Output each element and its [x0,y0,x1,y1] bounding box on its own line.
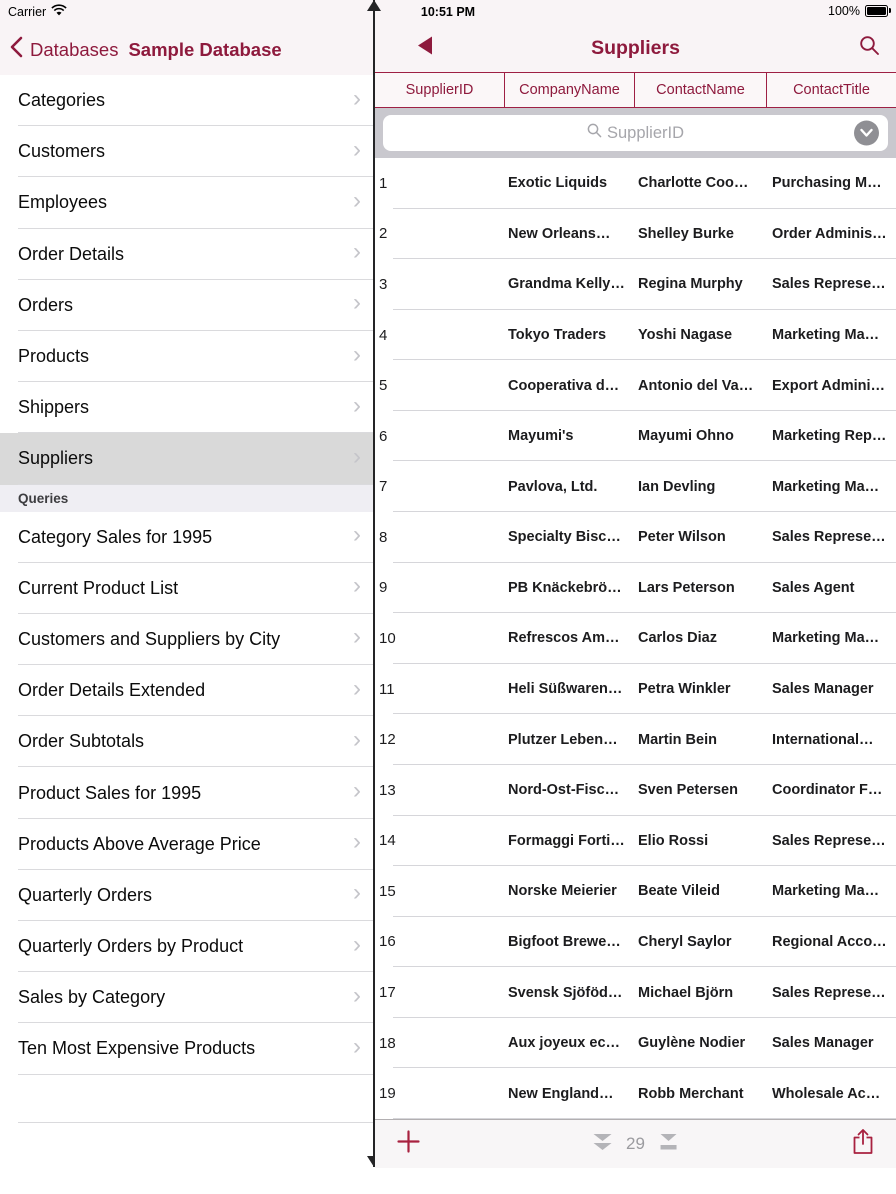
pagination-controls [590,1133,681,1156]
cell-contact-title: Sales Represe… [772,529,886,546]
cell-supplier-id: 15 [379,882,396,900]
cell-supplier-id: 19 [379,1085,396,1103]
cell-contact-name: Yoshi Nagase [638,327,733,344]
chevron-right-icon: › [353,777,361,805]
cell-company-name: Heli Süßwaren… [508,681,623,698]
cell-contact-name: Shelley Burke [638,225,734,242]
sidebar-item-label: Quarterly Orders [18,884,153,905]
column-header-supplierid[interactable]: SupplierID [375,73,505,107]
add-record-button[interactable] [397,1130,420,1158]
cell-contact-title: Marketing Ma… [772,630,880,647]
table-row[interactable] [375,1018,896,1069]
table-row[interactable] [375,866,896,917]
cell-contact-title: Marketing Ma… [772,478,880,495]
cell-contact-name: Carlos Diaz [638,630,717,647]
sidebar-item-suppliers[interactable] [0,433,373,484]
cell-supplier-id: 16 [379,933,396,951]
cell-supplier-id: 4 [379,326,388,344]
sidebar-item-orders[interactable] [0,280,373,331]
database-title: Sample Database [128,38,282,60]
sidebar-item-label: Order Details Extended [18,680,206,701]
table-row[interactable] [375,714,896,765]
cell-company-name: Norske Meierier [508,883,617,900]
search-input[interactable] [383,115,888,151]
cell-supplier-id: 13 [379,781,396,799]
chevron-right-icon: › [353,340,361,368]
cell-contact-name: Mayumi Ohno [638,428,734,445]
queries-section-label: Queries [18,490,69,506]
table-row[interactable] [375,765,896,816]
tables-list [0,75,373,485]
sidebar-item-sales-by-category[interactable] [0,972,373,1023]
chevron-right-icon: › [353,572,361,600]
cell-contact-name: Martin Bein [638,731,717,748]
cell-company-name: Bigfoot Brewe… [508,933,621,950]
cell-company-name: Mayumi's [508,428,574,445]
sidebar-item-label: Category Sales for 1995 [18,526,213,547]
sidebar-item-label: Quarterly Orders by Product [18,936,244,957]
table-row[interactable] [375,310,896,361]
cell-supplier-id: 9 [379,579,388,597]
cell-supplier-id: 17 [379,984,396,1002]
cell-supplier-id: 14 [379,832,396,850]
chevron-right-icon: › [353,186,361,214]
cell-supplier-id: 10 [379,629,396,647]
back-button-label: Databases [30,38,119,60]
cell-contact-name: Charlotte Coo… [638,175,749,192]
cell-company-name: Plutzer Leben… [508,731,618,748]
column-header-contacttitle[interactable]: ContactTitle [793,82,870,98]
bottom-toolbar [375,1119,896,1168]
cell-company-name: Exotic Liquids [508,175,608,192]
cell-contact-name: Elio Rossi [638,832,709,849]
cell-supplier-id: 8 [379,528,388,546]
sidebar-item-products[interactable] [0,331,373,382]
record-count-label: 29 [626,1134,645,1153]
detail-title: Suppliers [591,36,680,59]
records-table [375,158,896,1119]
cell-company-name: Cooperativa d… [508,377,620,394]
cell-contact-title: Sales Agent [772,579,855,596]
chevron-right-icon: › [353,674,361,702]
sidebar-item-order-details[interactable] [0,229,373,280]
cell-company-name: Tokyo Traders [508,327,607,344]
cell-contact-title: Export Admini… [772,377,886,394]
load-more-button[interactable] [590,1133,614,1156]
sidebar-item-label: Ten Most Expensive Products [18,1038,256,1059]
sidebar-item-label: Order Details [18,243,125,264]
cell-supplier-id: 5 [379,377,388,395]
sidebar-trailing-separator [18,1122,373,1123]
sidebar-item-label: Employees [18,192,108,213]
cell-contact-name: Cheryl Saylor [638,933,732,950]
cell-contact-name: Sven Petersen [638,782,738,799]
chevron-right-icon: › [353,828,361,856]
chevron-right-icon: › [353,725,361,753]
sidebar-item-label: Customers and Suppliers by City [18,628,281,649]
table-row[interactable] [375,1068,896,1119]
cell-contact-title: Sales Manager [772,1035,874,1052]
sidebar-item-label: Order Subtotals [18,731,145,752]
chevron-right-icon: › [353,391,361,419]
cell-company-name: Refrescos Am… [508,630,620,647]
cell-company-name: Aux joyeux ec… [508,1035,621,1052]
chevron-right-icon: › [353,1032,361,1060]
sidebar-item-current-product-list[interactable] [0,563,373,614]
cell-company-name: New England… [508,1085,614,1102]
sidebar-item-label: Customers [18,141,106,162]
sidebar-item-label: Categories [18,90,106,111]
cell-supplier-id: 18 [379,1034,396,1052]
cell-company-name: Nord-Ost-Fisc… [508,782,620,799]
cell-contact-name: Lars Peterson [638,579,735,596]
sidebar-item-quarterly-orders-by-product[interactable] [0,921,373,972]
sidebar-item-label: Products Above Average Price [18,833,261,854]
table-row[interactable] [375,360,896,411]
table-row[interactable] [375,967,896,1018]
sidebar-item-label: Suppliers [18,448,94,469]
chevron-right-icon: › [353,84,361,112]
queries-section-header [0,485,373,512]
databases-back-button[interactable] [10,36,118,63]
chevron-to-bar-icon [657,1138,681,1155]
cell-company-name: Specialty Bisc… [508,529,621,546]
chevron-right-icon: › [353,135,361,163]
cell-supplier-id: 2 [379,225,388,243]
cell-company-name: Svensk Sjöföd… [508,984,623,1001]
cell-supplier-id: 11 [379,680,395,698]
sidebar-item-label: Current Product List [18,577,179,598]
cell-supplier-id: 6 [379,427,388,445]
cell-contact-title: Regional Acco… [772,933,887,950]
cell-contact-name: Petra Winkler [638,681,731,698]
sidebar-item-products-above-average-price[interactable] [0,819,373,870]
cell-supplier-id: 3 [379,275,388,293]
search-placeholder [587,123,684,143]
cell-contact-title: Marketing Rep… [772,428,887,445]
sidebar-item-customers-and-suppliers-by-city[interactable] [0,614,373,665]
cell-company-name: Formaggi Forti… [508,832,625,849]
table-row[interactable] [375,613,896,664]
chevron-right-icon: › [353,879,361,907]
table-row[interactable] [375,461,896,512]
cell-contact-name: Regina Murphy [638,276,743,293]
cell-supplier-id: 1 [379,174,388,192]
column-header-companyname[interactable]: CompanyName [505,73,635,107]
sidebar-item-quarterly-orders[interactable] [0,870,373,921]
cell-contact-title: Purchasing M… [772,175,882,192]
chevron-right-icon: › [353,521,361,549]
table-row[interactable] [375,259,896,310]
cell-contact-name: Guylène Nodier [638,1035,746,1052]
share-button[interactable] [852,1128,874,1160]
search-placeholder-label: SupplierID [606,123,685,142]
cell-company-name: New Orleans… [508,225,611,242]
cell-supplier-id: 12 [379,731,396,749]
cell-contact-title: Sales Represe… [772,984,886,1001]
table-row[interactable] [375,563,896,614]
column-header-contactname[interactable]: ContactName [635,73,767,107]
share-icon [852,1128,874,1160]
sidebar-item-customers[interactable] [0,126,373,177]
cell-contact-title: Marketing Ma… [772,327,880,344]
sidebar-item-label: Sales by Category [18,987,166,1008]
cell-contact-title: Order Adminis… [772,225,887,242]
queries-list [0,512,373,1075]
table-row[interactable] [375,411,896,462]
column-header-row [375,72,896,108]
double-chevron-down-icon [590,1138,614,1155]
cell-contact-title: International… [772,731,874,748]
cell-contact-name: Peter Wilson [638,529,726,546]
jump-to-end-button[interactable] [657,1133,681,1156]
cell-contact-title: Marketing Ma… [772,883,880,900]
chevron-right-icon: › [353,289,361,317]
cell-contact-title: Wholesale Ac… [772,1085,881,1102]
chevron-right-icon: › [353,442,361,470]
sidebar [0,0,373,1194]
cell-contact-name: Beate Vileid [638,883,720,900]
sidebar-item-ten-most-expensive-products[interactable] [0,1023,373,1074]
carrier-label: Carrier [8,4,47,19]
cell-contact-name: Robb Merchant [638,1085,744,1102]
status-time: 10:51 PM [420,5,476,19]
sidebar-item-label: Orders [18,294,74,315]
sidebar-nav-bar [0,24,373,75]
sidebar-item-categories[interactable] [0,75,373,126]
filter-bar [375,108,896,158]
cell-company-name: Grandma Kelly… [508,276,625,293]
search-column-selector-button[interactable] [854,121,879,146]
table-row[interactable] [375,917,896,968]
chevron-right-icon: › [353,623,361,651]
cell-contact-title: Coordinator F… [772,782,883,799]
detail-nav-bar [375,24,896,72]
sidebar-item-order-subtotals[interactable] [0,716,373,767]
back-chevron-icon [10,36,23,63]
cell-contact-name: Antonio del Va… [638,377,754,394]
table-row[interactable] [375,512,896,563]
cell-contact-title: Sales Represe… [772,832,886,849]
sidebar-item-label: Products [18,346,90,367]
table-row[interactable] [375,664,896,715]
cell-company-name: Pavlova, Ltd. [508,478,598,495]
sidebar-item-label: Product Sales for 1995 [18,782,202,803]
sidebar-item-employees[interactable] [0,177,373,228]
chevron-right-icon: › [353,930,361,958]
detail-panel [375,0,896,1194]
plus-icon [397,1130,420,1158]
cell-contact-title: Sales Manager [772,681,874,698]
search-field-magnifier-icon [587,123,602,143]
table-row[interactable] [375,816,896,867]
cell-supplier-id: 7 [379,478,388,496]
sidebar-item-shippers[interactable] [0,382,373,433]
table-row[interactable] [375,158,896,209]
chevron-right-icon: › [353,238,361,266]
cell-contact-title: Sales Represe… [772,276,886,293]
chevron-right-icon: › [353,981,361,1009]
sidebar-item-label: Shippers [18,397,90,418]
sidebar-item-order-details-extended[interactable] [0,665,373,716]
cell-company-name: PB Knäckebrö… [508,579,622,596]
table-row[interactable] [375,209,896,260]
sidebar-item-category-sales-for-1995[interactable] [0,512,373,563]
cell-contact-name: Ian Devling [638,478,716,495]
sidebar-list [0,75,373,1123]
battery-percent-label: 100% [828,4,860,18]
cell-contact-name: Michael Björn [638,984,734,1001]
sidebar-item-product-sales-for-1995[interactable] [0,767,373,818]
